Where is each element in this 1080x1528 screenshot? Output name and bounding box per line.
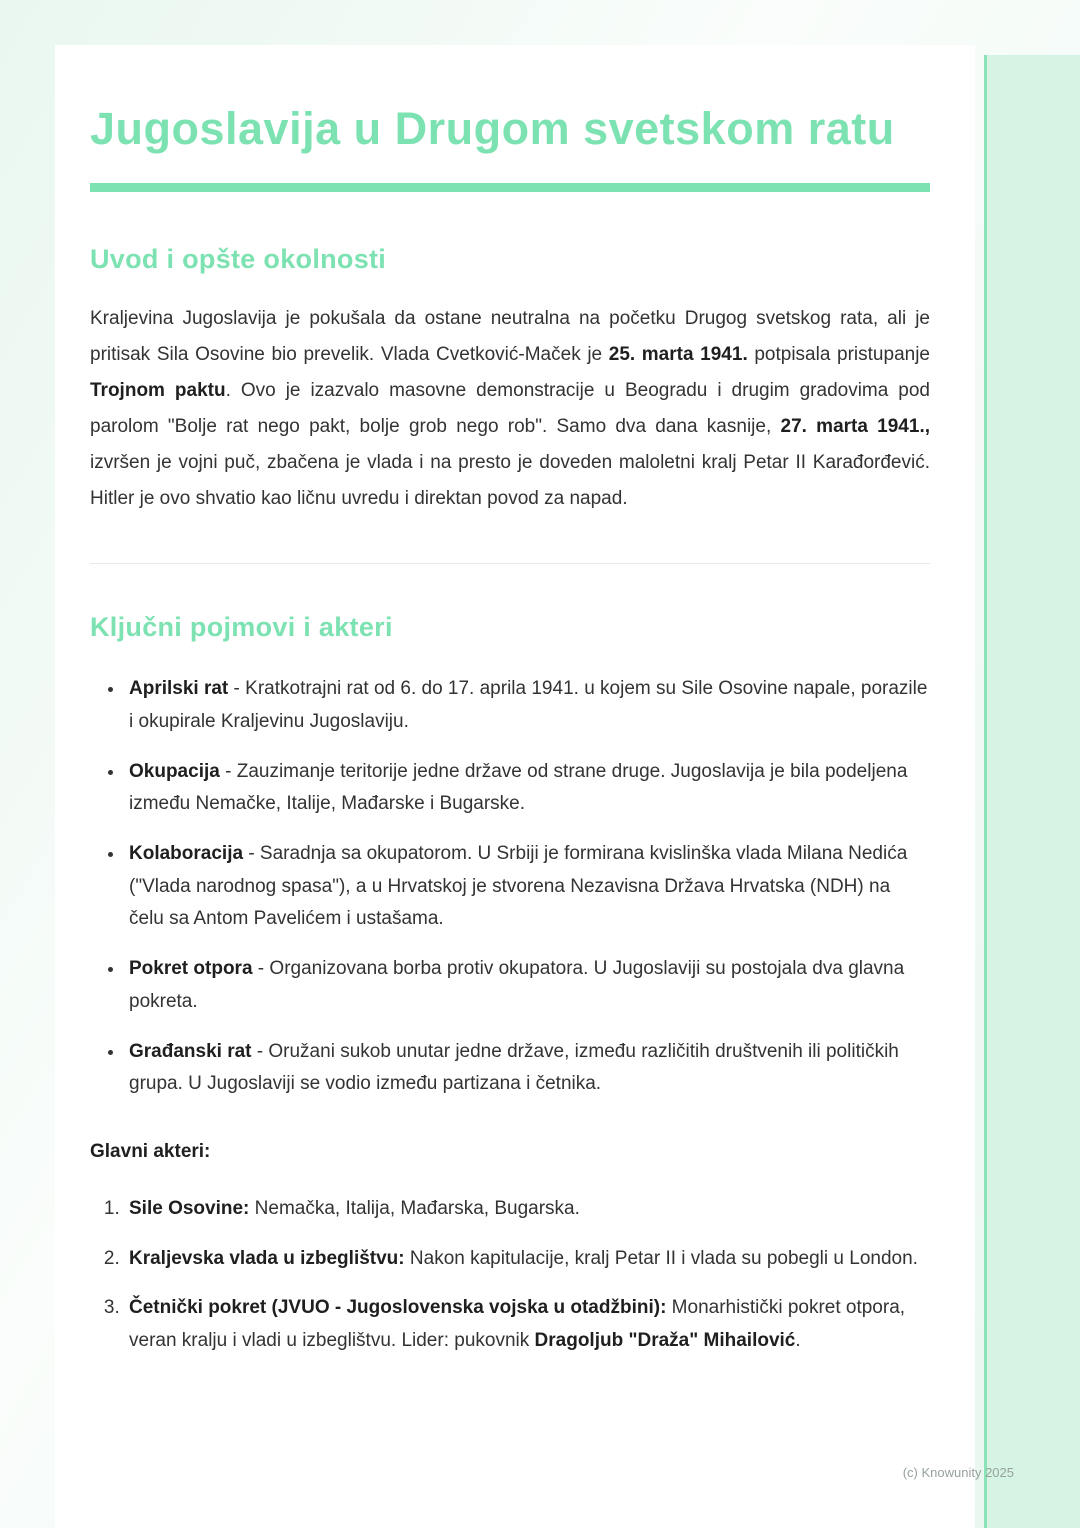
list-item bbox=[125, 1243, 930, 1276]
body-text: Nemačka, Italija, Mađarska, Bugarska. bbox=[249, 1197, 580, 1219]
emphasis-text: Aprilski rat bbox=[129, 678, 229, 700]
body-text: . bbox=[795, 1329, 801, 1351]
emphasis-text: Okupacija bbox=[129, 760, 220, 782]
list-item bbox=[125, 673, 930, 738]
document-title: Jugoslavija u Drugom svetskom ratu bbox=[90, 103, 895, 154]
emphasis-text: Sile Osovine: bbox=[129, 1197, 250, 1219]
section-heading-concepts: Ključni pojmovi i akteri bbox=[90, 612, 393, 643]
body-text: - Zauzimanje teritorije jedne države od strane druge. Jugoslavija je bila podeljena između Nemačke, Italije, Mađarske i Bugarske. bbox=[129, 760, 908, 815]
list-item bbox=[125, 1036, 930, 1101]
right-margin-strip bbox=[984, 55, 1080, 1528]
section-divider bbox=[90, 563, 930, 564]
body-text: - Kratkotrajni rat od 6. do 17. aprila 1941. u kojem su Sile Osovine napale, porazile i okupirale Kraljevinu Jugoslaviju. bbox=[129, 678, 928, 733]
list-item bbox=[125, 953, 930, 1018]
body-text: - Saradnja sa okupatorom. U Srbiji je formirana kvislinška vlada Milana Nedića ("Vlada narodnog spasa"), a u Hrvatskoj je stvorena Nezavisna Država Hrvatska (NDH) na čelu sa Antom Pavelićem i ustašama. bbox=[129, 843, 908, 930]
body-text: Monarhistički pokret otpora, veran kralju i vladi u izbeglištvu. Lider: pukovnik bbox=[129, 1297, 906, 1351]
list-item bbox=[125, 838, 930, 936]
actors-numbered-list bbox=[90, 1193, 930, 1358]
body-text: - Oružani sukob unutar jedne države, između različitih društvenih ili političkih grupa. U Jugoslaviji se vodio između partizana i četnika. bbox=[129, 1040, 899, 1095]
body-text: potpisala pristupanje bbox=[747, 343, 930, 365]
intro-paragraph bbox=[90, 301, 930, 518]
emphasis-text: Četnički pokret (JVUO - Jugoslovenska vojska u otadžbini): bbox=[129, 1297, 667, 1319]
emphasis-text: Građanski rat bbox=[129, 1040, 252, 1062]
document-page bbox=[55, 45, 975, 1528]
section-heading-intro: Uvod i opšte okolnosti bbox=[90, 243, 387, 274]
emphasis-text: Pokret otpora bbox=[129, 958, 253, 980]
list-item bbox=[125, 756, 930, 821]
body-text: izvršen je vojni puč, zbačena je vlada i na presto je doveden maloletni kralj Petar II Karađorđević. Hitler je ovo shvatio kao ličnu uvredu i direktan povod za napad. bbox=[90, 452, 930, 510]
copyright-footer: (c) Knowunity 2025 bbox=[902, 1465, 1014, 1480]
emphasis-text: Kolaboracija bbox=[129, 843, 244, 865]
list-item bbox=[125, 1292, 930, 1357]
body-text: . Ovo je izazvalo masovne demonstracije u Beogradu i drugim gradovima pod parolom "Bolje rat nego pakt, bolje grob nego rob". Samo dva dana kasnije, bbox=[90, 380, 930, 438]
body-text: Nakon kapitulacije, kralj Petar II i vlada su pobegli u London. bbox=[404, 1247, 918, 1269]
emphasis-text: Kraljevska vlada u izbeglištvu: bbox=[129, 1247, 405, 1269]
emphasis-text: 25. marta 1941. bbox=[608, 343, 748, 365]
title-underline-bar bbox=[90, 183, 930, 192]
body-text: - Organizovana borba protiv okupatora. U Jugoslaviji su postojala dva glavna pokreta. bbox=[129, 958, 905, 1012]
emphasis-text: Trojnom paktu bbox=[90, 380, 226, 402]
list-item bbox=[125, 1193, 930, 1226]
emphasis-text: 27. marta 1941., bbox=[780, 416, 931, 438]
actors-label: Glavni akteri: bbox=[90, 1140, 211, 1162]
concepts-bullet-list bbox=[90, 673, 930, 1100]
emphasis-text: Dragoljub "Draža" Mihailović bbox=[534, 1329, 796, 1351]
body-text: Kraljevina Jugoslavija je pokušala da ostane neutralna na početku Drugog svetskog rata, ali je pritisak Sila Osovine bio prevelik. Vlada Cvetković-Maček je bbox=[90, 307, 930, 365]
